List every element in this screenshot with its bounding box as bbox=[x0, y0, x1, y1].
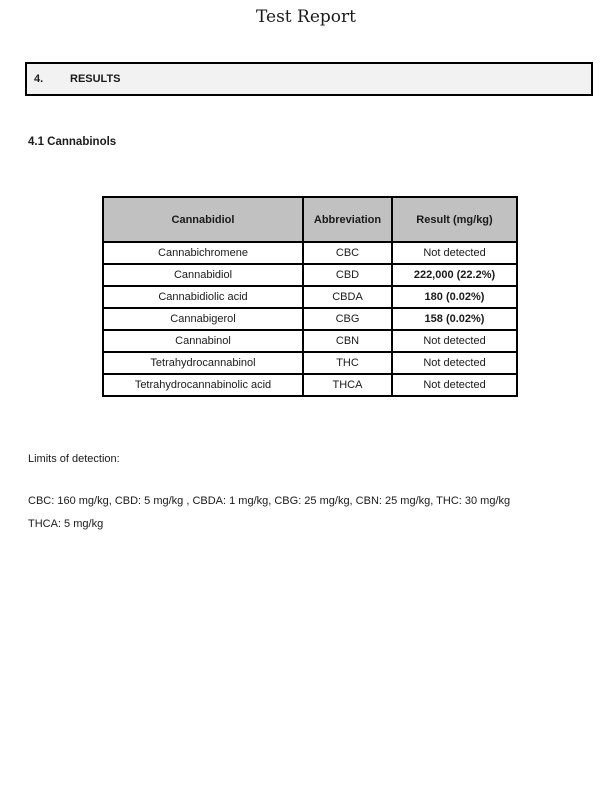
results-section-header bbox=[25, 62, 593, 96]
limits-of-detection-block bbox=[28, 452, 573, 536]
analyte-result-cell: Not detected bbox=[392, 352, 517, 374]
limits-label: Limits of detection: bbox=[28, 453, 120, 465]
column-header-abbreviation: Abbreviation bbox=[303, 197, 392, 242]
analyte-name-cell: Tetrahydrocannabinol bbox=[103, 352, 303, 374]
table-row bbox=[103, 308, 517, 330]
column-header-result: Result (mg/kg) bbox=[392, 197, 517, 242]
analyte-name-cell: Tetrahydrocannabinolic acid bbox=[103, 374, 303, 396]
analyte-name-cell: Cannabigerol bbox=[103, 308, 303, 330]
table-head bbox=[103, 197, 517, 242]
section-number: 4. bbox=[34, 73, 44, 85]
table-row bbox=[103, 374, 517, 396]
table-row bbox=[103, 286, 517, 308]
section-title: RESULTS bbox=[70, 73, 121, 85]
table-row bbox=[103, 352, 517, 374]
analyte-result-cell: 158 (0.02%) bbox=[392, 308, 517, 330]
limits-values bbox=[28, 490, 573, 536]
analyte-name-cell: Cannabinol bbox=[103, 330, 303, 352]
table-header-row bbox=[103, 197, 517, 242]
analyte-result-cell: 222,000 (22.2%) bbox=[392, 264, 517, 286]
analyte-name-cell: Cannabidiol bbox=[103, 264, 303, 286]
analyte-abbreviation-cell: CBDA bbox=[303, 286, 392, 308]
table-row bbox=[103, 242, 517, 264]
analyte-result-cell: 180 (0.02%) bbox=[392, 286, 517, 308]
column-header-cannabidiol: Cannabidiol bbox=[103, 197, 303, 242]
subsection-heading: 4.1 Cannabinols bbox=[28, 136, 117, 148]
results-table-body bbox=[103, 242, 517, 396]
analyte-abbreviation-cell: CBC bbox=[303, 242, 392, 264]
document-title: Test Report bbox=[256, 7, 356, 27]
analyte-name-cell: Cannabichromene bbox=[103, 242, 303, 264]
analyte-abbreviation-cell: CBD bbox=[303, 264, 392, 286]
cannabinoids-table bbox=[102, 196, 518, 397]
analyte-abbreviation-cell: CBG bbox=[303, 308, 392, 330]
table-row bbox=[103, 264, 517, 286]
analyte-result-cell: Not detected bbox=[392, 330, 517, 352]
analyte-abbreviation-cell: THC bbox=[303, 352, 392, 374]
limits-line-1: CBC: 160 mg/kg, CBD: 5 mg/kg , CBDA: 1 mg/kg, CBG: 25 mg/kg, CBN: 25 mg/kg, THC: 30 mg/kg bbox=[28, 495, 511, 507]
table-row bbox=[103, 330, 517, 352]
analyte-abbreviation-cell: CBN bbox=[303, 330, 392, 352]
analyte-name-cell: Cannabidiolic acid bbox=[103, 286, 303, 308]
analyte-result-cell: Not detected bbox=[392, 374, 517, 396]
analyte-abbreviation-cell: THCA bbox=[303, 374, 392, 396]
analyte-result-cell: Not detected bbox=[392, 242, 517, 264]
limits-line-2: THCA: 5 mg/kg bbox=[28, 518, 104, 530]
